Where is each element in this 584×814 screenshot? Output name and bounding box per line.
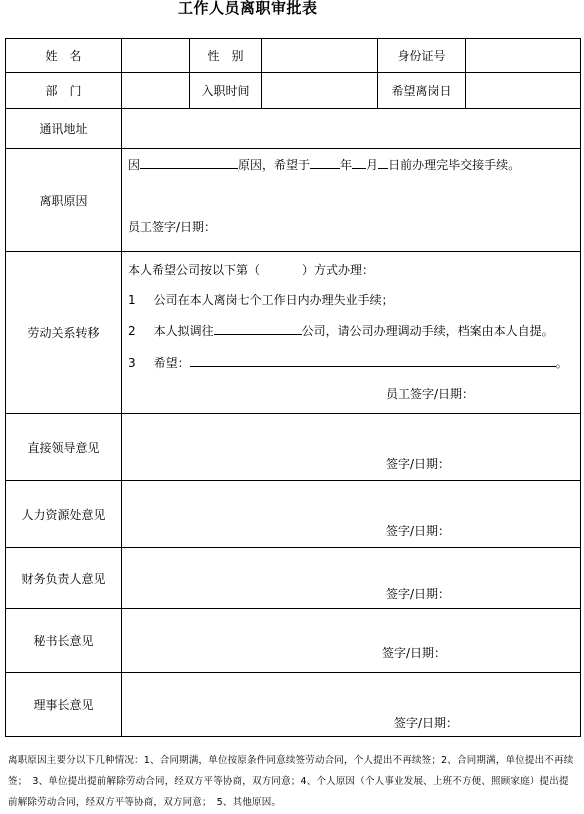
gender-value[interactable]	[262, 39, 378, 73]
transfer-intro-text: 本人希望公司按以下第（	[128, 262, 261, 277]
reason-content[interactable]	[122, 149, 581, 252]
option-2[interactable]	[128, 322, 554, 339]
resignation-approval-table	[5, 38, 581, 737]
reason-blank[interactable]	[140, 156, 238, 169]
option-1[interactable]	[128, 291, 394, 308]
row-dept-info	[6, 73, 581, 109]
row-finance	[6, 548, 581, 609]
transfer-content	[122, 252, 581, 414]
option-3-text: 希望：	[153, 355, 190, 370]
month-blank[interactable]	[352, 156, 366, 169]
transfer-signature: 员工签字/日期：	[386, 386, 475, 401]
transfer-intro	[128, 261, 374, 278]
chairman-signature: 签字/日期：	[394, 715, 459, 730]
leave-date-label: 希望离岗日	[378, 73, 466, 109]
wish-blank[interactable]	[190, 354, 556, 367]
option-1-number: 1	[128, 292, 136, 307]
finance-label: 财务负责人意见	[6, 548, 122, 609]
row-transfer	[6, 252, 581, 414]
row-direct-leader	[6, 414, 581, 481]
day-blank[interactable]	[378, 156, 388, 169]
reason-signature: 员工签字/日期：	[128, 219, 217, 234]
direct-leader-label: 直接领导意见	[6, 414, 122, 481]
reason-prefix: 因	[128, 157, 141, 172]
join-date-label: 入职时间	[190, 73, 262, 109]
resignation-reason-notes: 离职原因主要分以下几种情况：1、合同期满，单位按原条件同意续签劳动合同，个人提出不再续签；2、合同期满，单位提出不再续签； 3、单位提出提前解除劳动合同，经双方平等协商，双方同意；4、个人原因（个人事业发展、上班不方便、照顾家庭）提出提前解除劳动合同，经双方平等协商，双方同意； 5、其他原因。	[8, 755, 574, 808]
finance-opinion[interactable]	[122, 548, 581, 609]
hr-label: 人力资源处意见	[6, 481, 122, 548]
hr-signature: 签字/日期：	[386, 523, 451, 538]
name-label: 姓 名	[6, 39, 122, 73]
transfer-company-blank[interactable]	[214, 322, 302, 335]
reason-label: 离职原因	[6, 149, 122, 252]
address-value[interactable]	[122, 109, 581, 149]
reason-suffix: 日前办理完毕交接手续。	[388, 157, 521, 172]
leave-date-value[interactable]	[466, 73, 581, 109]
secretary-opinion[interactable]	[122, 609, 581, 673]
row-reason	[6, 149, 581, 252]
hr-opinion[interactable]	[122, 481, 581, 548]
option-1-text: 公司在本人离岗七个工作日内办理失业手续；	[153, 292, 394, 307]
name-value[interactable]	[122, 39, 190, 73]
chairman-label: 理事长意见	[6, 673, 122, 737]
row-basic-info	[6, 39, 581, 73]
department-value[interactable]	[122, 73, 190, 109]
option-2-text-a: 本人拟调往	[153, 323, 214, 338]
year-blank[interactable]	[310, 156, 340, 169]
gender-label: 性 别	[190, 39, 262, 73]
reason-sentence	[128, 156, 520, 173]
join-date-value[interactable]	[262, 73, 378, 109]
year-text: 年	[340, 157, 353, 172]
form-title: 工作人员离职审批表	[178, 0, 318, 17]
month-text: 月	[366, 157, 379, 172]
row-address	[6, 109, 581, 149]
option-3-end: 。	[555, 355, 568, 370]
row-hr	[6, 481, 581, 548]
reason-mid: 原因，希望于	[238, 157, 311, 172]
finance-signature: 签字/日期：	[386, 586, 451, 601]
row-chairman	[6, 673, 581, 737]
direct-leader-signature: 签字/日期：	[386, 456, 451, 471]
transfer-intro-end: ）方式办理：	[302, 262, 375, 277]
row-secretary	[6, 609, 581, 673]
option-3[interactable]	[128, 354, 568, 371]
chairman-opinion[interactable]	[122, 673, 581, 737]
id-number-label: 身份证号	[378, 39, 466, 73]
option-3-number: 3	[128, 355, 136, 370]
option-2-text-b: 公司，请公司办理调动手续，档案由本人自提。	[301, 323, 554, 338]
id-number-value[interactable]	[466, 39, 581, 73]
secretary-signature: 签字/日期：	[382, 645, 447, 660]
secretary-label: 秘书长意见	[6, 609, 122, 673]
address-label: 通讯地址	[6, 109, 122, 149]
transfer-label: 劳动关系转移	[6, 252, 122, 414]
option-2-number: 2	[128, 323, 136, 338]
department-label: 部 门	[6, 73, 122, 109]
direct-leader-opinion[interactable]	[122, 414, 581, 481]
